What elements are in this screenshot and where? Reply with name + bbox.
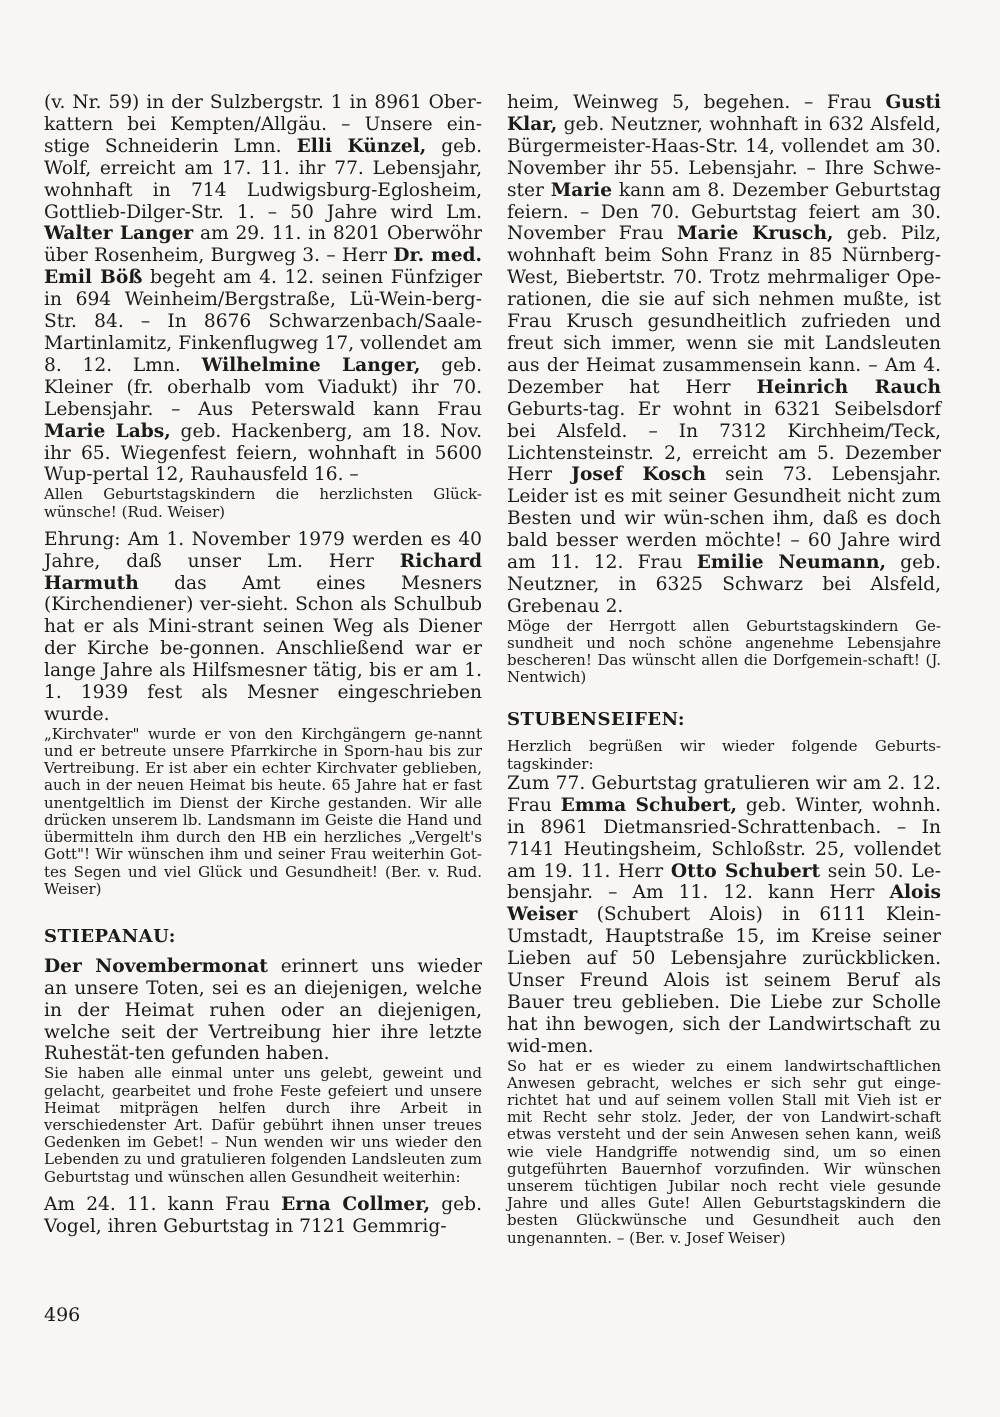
remembrance-note: Sie haben alle einmal unter uns gelebt, geweint und gelacht, gearbeitet und frohe Feste gefeiert und unsere Heimat mitprägen helfen durch ihre Arbeit in verschiedenster Art. Dafür gebührt ihnen unser treues Gedenken im Gebet! – Nun wenden wir uns wieder den Lebenden zu und gratulieren folgenden Landsleuten zum Geburtstag und wünschen allen Gesundheit weiterhin: bbox=[44, 1064, 482, 1186]
farm-note: So hat er es wieder zu einem landwirtschaftlichen Anwesen gebracht, welches er sich sehr gut einge-richtet hat und auf seinem vollen Stall mit Vieh ist er mit Recht sehr stolz. Jeder, der von Landwirt-schaft etwas versteht und der sein Anwesen sehen kann, weiß wie viele Handgriffe notwendig sind, um so einen gutgeführten Bauernhof vorzufinden. Wir wünschen unserem tüchtigen Jubilar noch recht viele gesunde Jahre und alles Gute! Allen Geburtstagskindern die besten Glückwünsche und Gesundheit auch den ungenannten. – (Ber. v. Josef Weiser) bbox=[507, 1056, 941, 1247]
honor-paragraph: Ehrung: Am 1. November 1979 werden es 40 Jahre, daß unser Lm. Herr Richard Harmuth das Amt eines Mesners (Kirchendiener) ver-sieht. Schon als Schulbub hat er als Mini-strant seinen Weg als Diener der Kirche be-gonnen. Anschließend war er lange Jahre als Hilfsmesner tätig, bis er am 1. 1. 1939 fest als Mesner eingeschrieben wurde. bbox=[44, 528, 482, 725]
bold-name: Erna Collmer, bbox=[281, 1193, 431, 1215]
honor-note: „Kirchvater" wurde er von den Kirchgängern ge-nannt und er betreute unsere Pfarrkirche in Sporn-hau bis zur Vertreibung. Er ist aber ein echter Kirchvater geblieben, auch in der neuen Heimat bis heute. 65 Jahre hat er fast unentgeltlich im Dienst der Kirche gestanden. Wir alle drücken unserem lb. Landsmann im Geiste die Hand und übermitteln ihm durch den HB ein herzliches „Vergelt's Gott"! Wir wünschen ihm und seiner Frau weiterhin Got-tes Segen und viel Glück und Gesundheit! (Ber. v. Rud. Weiser) bbox=[44, 724, 482, 898]
greeting-note: Allen Geburtstagskindern die herzlichsten Glück-wünsche! (Rud. Weiser) bbox=[44, 485, 482, 521]
bold-name: Walter Langer bbox=[44, 223, 194, 245]
birthday-paragraph-4: Zum 77. Geburtstag gratulieren wir am 2. 12. Frau Emma Schubert, geb. Winter, wohnh. in 8961 Dietmansried-Schrattenbach. – In 7141 Heutingsheim, Schloßstr. 25, vollendet am 19. 11. Herr Otto Schubert sein 50. Le-bensjahr. – Am 11. 12. kann Herr Alois Weiser (Schubert Alois) in 6111 Klein-Umstadt, Hauptstraße 15, im Kreise seiner Lieben auf 50 Lebensjahre zurückblicken. Unser Freund Alois ist seinem Beruf als Bauer treu geblieben. Die Liebe zur Scholle hat ihn bewogen, sich der Landwirtschaft zu wid-men. bbox=[507, 772, 941, 1057]
bold-name: Richard Harmuth bbox=[44, 550, 482, 594]
bold-name: Heinrich Rauch bbox=[756, 376, 941, 398]
section-heading-stubenseifen: STUBENSEIFEN: bbox=[507, 708, 686, 730]
bold-name: Josef Kosch bbox=[571, 464, 706, 486]
november-paragraph: Der Novembermonat erinnert uns wieder an unsere Toten, sei es an diejenigen, welche in der Heimat ruhen oder an diejenigen, welche seit der Vertreibung hier ihre letzte Ruhestät-ten gefunden haben. bbox=[44, 955, 482, 1065]
bold-name: Gusti Klar, bbox=[507, 92, 941, 135]
bold-name: Elli Künzel, bbox=[296, 135, 427, 157]
bold-name: Dr. med. Emil Böß bbox=[44, 245, 482, 289]
page-number: 496 bbox=[44, 1304, 81, 1326]
left-column bbox=[44, 92, 482, 1238]
bold-name: Emilie Neumann, bbox=[696, 552, 887, 574]
birthday-paragraph-2: Am 24. 11. kann Frau Erna Collmer, geb. Vogel, ihren Geburtstag in 7121 Gemmrig- bbox=[44, 1193, 482, 1237]
section-heading-stiepanau: STIEPANAU: bbox=[44, 925, 176, 947]
birthday-paragraph-1: (v. Nr. 59) in der Sulzbergstr. 1 in 8961 Ober-kattern bei Kempten/Allgäu. – Unsere ein-stige Schneiderin Lmn. Elli Künzel, geb. Wolf, erreicht am 17. 11. ihr 77. Lebensjahr, wohnhaft in 714 Ludwigsburg-Eglosheim, Gottlieb-Dilger-Str. 1. – 50 Jahre wird Lm. Walter Langer am 29. 11. in 8201 Oberwöhr über Rosenheim, Burgweg 3. – Herr Dr. med. Emil Böß begeht am 4. 12. seinen Fünfziger in 694 Weinheim/Bergstraße, Lü-Wein-berg-Str. 84. – In 8676 Schwarzenbach/Saale-Martinlamitz, Finkenflugweg 17, vollendet am 8. 12. Lmn. Wilhelmine Langer, geb. Kleiner (fr. oberhalb vom Viadukt) ihr 70. Lebensjahr. – Aus Peterswald kann Frau Marie Labs, geb. Hackenberg, am 18. Nov. ihr 65. Wiegenfest feiern, wohnhaft in 5600 Wup-pertal 12, Rauhausfeld 16. – bbox=[44, 92, 482, 486]
greeting-intro: Herzlich begrüßen wir wieder folgende Geburts-tagskinder: bbox=[507, 737, 941, 773]
bold-name: Der Novembermonat bbox=[44, 955, 268, 977]
bold-name: Otto Schubert bbox=[670, 860, 821, 882]
bold-name: Emma Schubert, bbox=[560, 794, 738, 816]
bold-name: Marie Krusch, bbox=[676, 223, 834, 245]
bold-name: Marie Labs, bbox=[44, 420, 171, 442]
blessing-note: Möge der Herrgott allen Geburtstagskindern Ge-sundheit und noch schöne angenehme Lebensjahre bescheren! Das wünscht allen die Dorfgemein-schaft! (J. Nentwich) bbox=[507, 616, 941, 687]
birthday-paragraph-3: heim, Weinweg 5, begehen. – Frau Gusti Klar, geb. Neutzner, wohnhaft in 632 Alsfeld, Bürgermeister-Haas-Str. 14, vollendet am 30. November ihr 55. Lebensjahr. – Ihre Schwe-ster Marie kann am 8. Dezember Geburtstag feiern. – Den 70. Geburtstag feiert am 30. November Frau Marie Krusch, geb. Pilz, wohnhaft beim Sohn Franz in 85 Nürnberg-West, Biebertstr. 70. Trotz mehrmaliger Ope-rationen, die sie auf sich nehmen mußte, ist Frau Krusch gesundheitlich zufrieden und freut sich immer, wenn sie mit Landsleuten aus der Heimat zusammensein kann. – Am 4. Dezember hat Herr Heinrich Rauch Geburts-tag. Er wohnt in 6321 Seibelsdorf bei Alsfeld. – In 7312 Kirchheim/Teck, Lichtensteinstr. 2, erreicht am 5. Dezember Herr Josef Kosch sein 73. Lebensjahr. Leider ist es mit seiner Gesundheit nicht zum Besten und wir wün-schen ihm, daß es doch bald besser werden möchte! – 60 Jahre wird am 11. 12. Frau Emilie Neumann, geb. Neutzner, in 6325 Schwarz bei Alsfeld, Grebenau 2. bbox=[507, 92, 942, 617]
bold-name: Wilhelmine Langer, bbox=[201, 354, 421, 376]
bold-name: Marie bbox=[550, 179, 613, 201]
right-column bbox=[507, 92, 941, 1247]
bold-name: Alois Weiser bbox=[507, 882, 941, 926]
